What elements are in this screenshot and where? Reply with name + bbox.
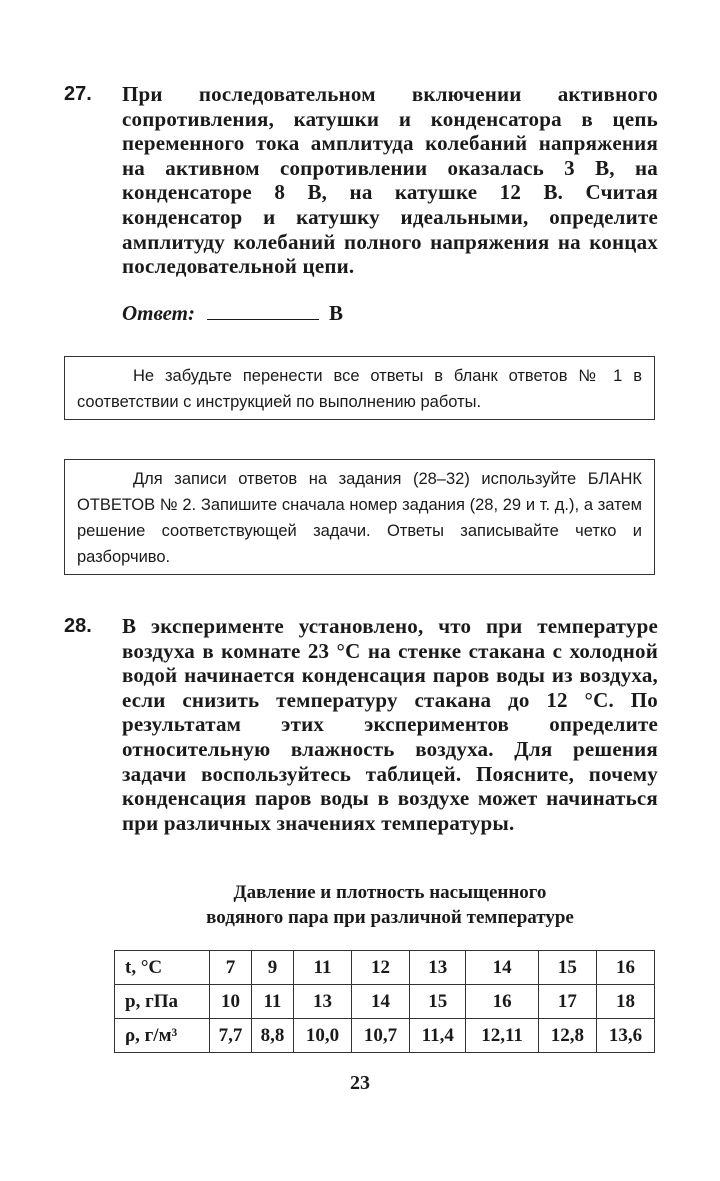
table-cell: 9 — [251, 951, 293, 985]
task-text: При последовательном включении активного сопротивления, катушки и конденсатора в цепь переменного тока амплитуда колебаний напряжения на активном сопротивлении оказалась 3 В, на конденсаторе 8 В, на катушке 12 В. Считая конденсатор и катушку идеальными, определите амплитуду колебаний полного напряжения на концах последовательной цепи. — [122, 82, 658, 279]
table-row-pressure — [115, 985, 655, 1019]
answer-blank — [207, 299, 319, 320]
row-label: ρ, г/м³ — [115, 1019, 210, 1053]
table-cell: 17 — [538, 985, 596, 1019]
task-text: В эксперименте установлено, что при температуре воздуха в комнате 23 °С на стенке стакана с холодной водой начинается конденсация паров воды из воздуха, если снизить температуру стакана до 12 °С. По результатам этих экспериментов определите относительную влажность воздуха. Для решения задачи воспользуйтесь таблицей. Поясните, почему конденсация паров воды в воздухе может начинаться при различных значениях температуры. — [122, 614, 658, 835]
task-28 — [64, 614, 658, 835]
row-label: p, гПа — [115, 985, 210, 1019]
table-cell: 15 — [410, 985, 466, 1019]
table-cell: 14 — [466, 951, 538, 985]
table-row-density — [115, 1019, 655, 1053]
table-caption — [120, 880, 660, 930]
table-cell: 12,11 — [466, 1019, 538, 1053]
notice-text: Не забудьте перенести все ответы в бланк ответов № 1 в соответствии с инструкцией по выполнению работы. — [77, 367, 642, 411]
answer-unit: В — [329, 301, 344, 325]
table-cell: 14 — [352, 985, 410, 1019]
table-cell: 7,7 — [210, 1019, 252, 1053]
row-label: t, °C — [115, 951, 210, 985]
table-cell: 13,6 — [596, 1019, 654, 1053]
table-cell: 11 — [251, 985, 293, 1019]
table-row-temperature — [115, 951, 655, 985]
vapor-table — [114, 950, 655, 1053]
task-number: 27. — [64, 83, 92, 105]
task-27 — [64, 82, 658, 279]
table-cell: 13 — [410, 951, 466, 985]
table-cell: 13 — [293, 985, 351, 1019]
table-cell: 10,7 — [352, 1019, 410, 1053]
table-cell: 7 — [210, 951, 252, 985]
table-cell: 11 — [293, 951, 351, 985]
caption-line-2: водяного пара при различной температуре — [206, 907, 574, 928]
table-cell: 11,4 — [410, 1019, 466, 1053]
table-cell: 12 — [352, 951, 410, 985]
answer-label: Ответ: — [122, 301, 195, 325]
table-cell: 16 — [466, 985, 538, 1019]
table-cell: 16 — [596, 951, 654, 985]
table-cell: 10,0 — [293, 1019, 351, 1053]
table-cell: 15 — [538, 951, 596, 985]
notice-text: Для записи ответов на задания (28–32) используйте БЛАНК ОТВЕТОВ № 2. Запишите сначала номер задания (28, 29 и т. д.), а затем решение соответствующей задачи. Ответы записывайте четко и разборчиво. — [77, 470, 642, 566]
table-cell: 18 — [596, 985, 654, 1019]
table-cell: 10 — [210, 985, 252, 1019]
answer-line — [122, 299, 343, 326]
notice-answer-form-2 — [64, 459, 655, 575]
page-number: 23 — [350, 1072, 370, 1094]
task-number: 28. — [64, 615, 92, 637]
table-cell: 12,8 — [538, 1019, 596, 1053]
notice-transfer-answers — [64, 356, 655, 420]
caption-line-1: Давление и плотность насыщенного — [233, 882, 547, 903]
table-cell: 8,8 — [251, 1019, 293, 1053]
